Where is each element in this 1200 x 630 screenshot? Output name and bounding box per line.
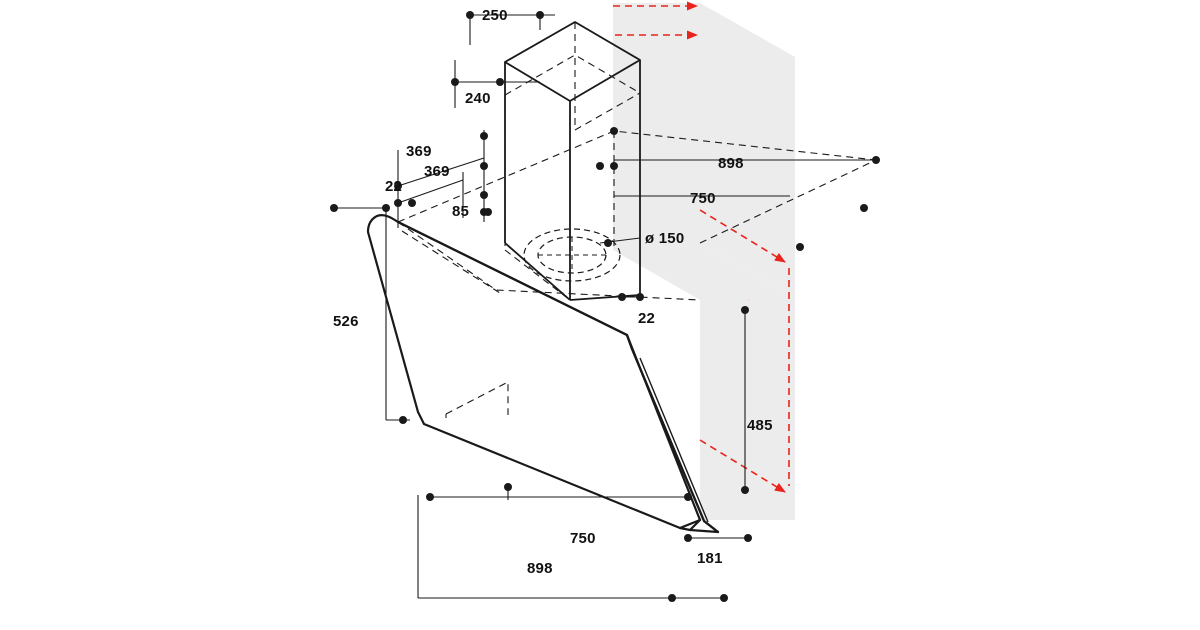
dimension-label-485: 485 bbox=[747, 417, 773, 434]
dimension-label-369-b: 369 bbox=[424, 163, 450, 180]
dimension-label-22-top: 22 bbox=[385, 178, 403, 195]
dimension-label-369-a: 369 bbox=[406, 143, 432, 160]
dimension-label-22-front: 22 bbox=[638, 310, 656, 327]
dimension-label-85: 85 bbox=[452, 203, 470, 220]
dimension-label-diameter-150: ø 150 bbox=[645, 230, 685, 247]
dimension-label-750-bottom: 750 bbox=[570, 530, 596, 547]
dimension-label-240: 240 bbox=[465, 90, 491, 107]
dimension-lines bbox=[330, 11, 880, 602]
dimension-label-250: 250 bbox=[482, 7, 508, 24]
dimension-label-898-top: 898 bbox=[718, 155, 744, 172]
hood-body-detail-lines bbox=[368, 232, 708, 528]
dimension-label-898-bottom: 898 bbox=[527, 560, 553, 577]
dimension-label-750-top: 750 bbox=[690, 190, 716, 207]
hood-hidden-detail bbox=[402, 231, 508, 418]
air-outlet-ellipse bbox=[524, 229, 620, 281]
dimension-label-181: 181 bbox=[697, 550, 723, 567]
dimension-label-526: 526 bbox=[333, 313, 359, 330]
